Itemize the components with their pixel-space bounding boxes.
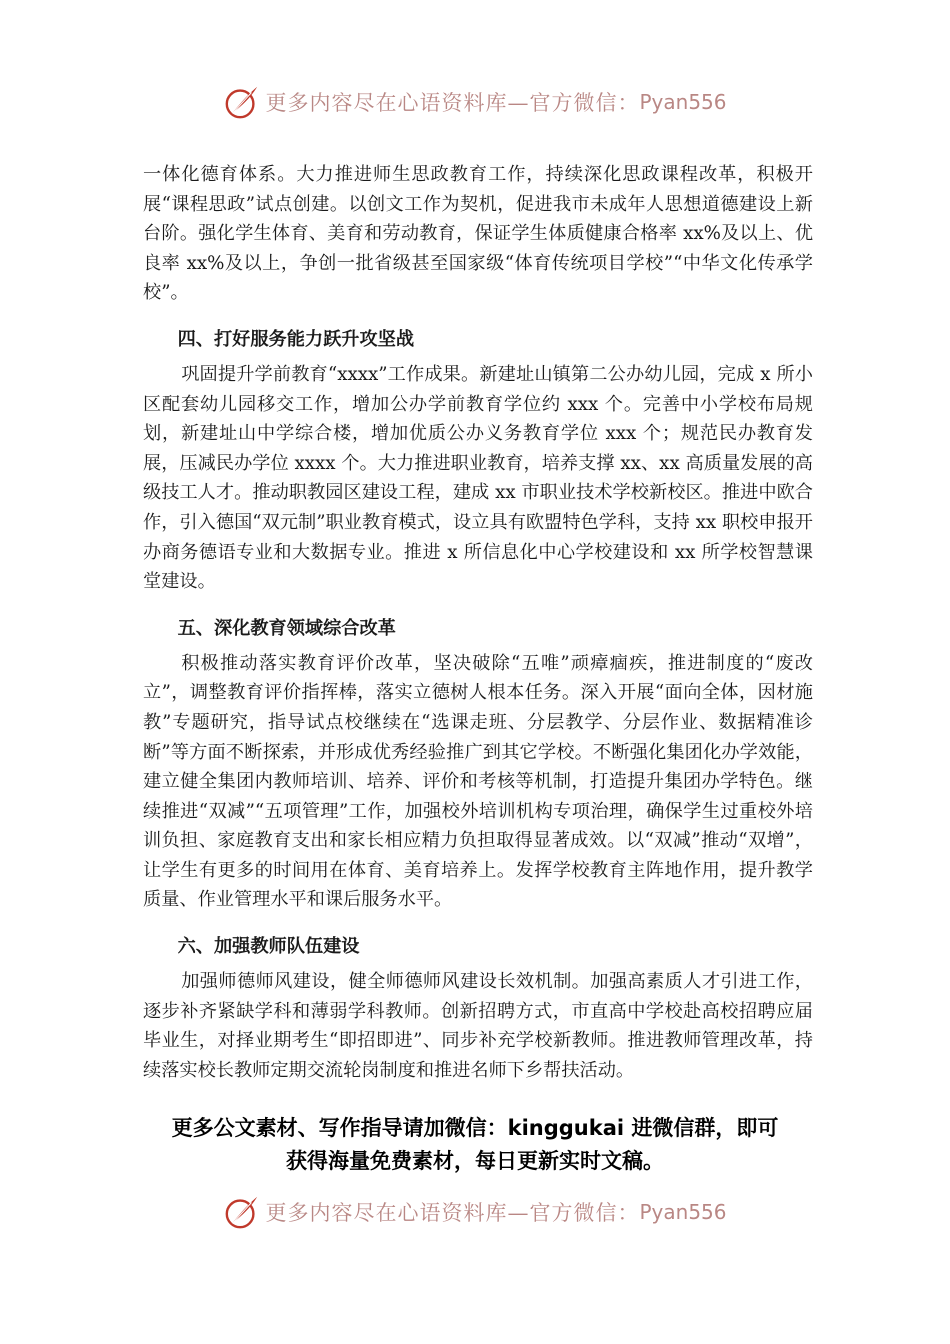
promo-line-1: 更多公文素材、写作指导请加微信：kinggukai 进微信群，即可 [171,1116,779,1140]
section-4-paragraph: 巩固提升学前教育“xxxx”工作成果。新建址山镇第二公办幼儿园，完成 x 所小区配套幼儿园移交工作，增加公办学前教育学位约 xxx 个。完善中小学校布局规划，新建址山中学综合楼，增加优质公办义务教育学位 xxx 个；规范民办教育发展，压减民办学位 xxxx 个。大力推进职业教育，培养支撑 xx、xx 高质量发展的高级技工人才。推动职教园区建设工程，建成 xx 市职业技术学校新校区。推进中欧合作，引入德国“双元制”职业教育模式，设立具有欧盟特色学科，支持 xx 职校申报开办商务德语专业和大数据专业。推进 x 所信息化中心学校建设和 xx 所学校智慧课堂建设。 [143,363,813,593]
paragraph-continued: 一体化德育体系。大力推进师生思政教育工作，持续深化思政课程改革，积极开展“课程思政”试点创建。以创文工作为契机，促进我市未成年人思想道德建设上新台阶。强化学生体育、美育和劳动教育，保证学生体质健康合格率 xx%及以上、优良率 xx%及以上，争创一批省级甚至国家级“体育传统项目学校”“中华文化传承学校”。 [143,164,814,304]
section-heading-5: 五、深化教育领域综合改革 [177,617,396,639]
section-heading-4: 四、打好服务能力跃升攻坚战 [177,328,415,350]
promo-notice [130,1112,820,1178]
header-watermark-banner [0,80,950,124]
header-banner-text: 更多内容尽在心语资料库—官方微信： [265,91,640,115]
footer-watermark-banner [0,1190,950,1234]
feather-pen-logo-icon [223,1193,261,1231]
footer-banner-wechat-id: Pyan556 [639,1200,727,1224]
footer-banner-text: 更多内容尽在心语资料库—官方微信： [265,1201,640,1225]
section-heading-6: 六、加强教师队伍建设 [177,936,360,958]
header-banner-wechat-id: Pyan556 [639,90,727,114]
section-6-paragraph: 加强师德师风建设，健全师德师风建设长效机制。加强高素质人才引进工作，逐步补齐紧缺学科和薄弱学科教师。创新招聘方式，市直高中学校赴高校招聘应届毕业生，对择业期考生“即招即进”、同步补充学校新教师。推进教师管理改革，持续落实校长教师定期交流轮岗制度和推进名师下乡帮扶活动。 [143,971,813,1081]
promo-line-2: 获得海量免费素材，每日更新实时文稿。 [286,1149,664,1173]
document-body [143,160,813,1085]
feather-pen-logo-icon [223,83,261,121]
section-5-paragraph: 积极推动落实教育评价改革，坚决破除“五唯”顽瘴痼疾，推进制度的“废改立”，调整教育评价指挥棒，落实立德树人根本任务。深入开展“面向全体，因材施教”专题研究，指导试点校继续在“选课走班、分层教学、分层作业、数据精准诊断”等方面不断探索，并形成优秀经验推广到其它学校。不断强化集团化办学效能，建立健全集团内教师培训、培养、评价和考核等机制，打造提升集团办学特色。继续推进“双减”“五项管理”工作，加强校外培训机构专项治理，确保学生过重校外培训负担、家庭教育支出和家长相应精力负担取得显著成效。以“双减”推动“双增”，让学生有更多的时间用在体育、美育培养上。发挥学校教育主阵地作用，提升教学质量、作业管理水平和课后服务水平。 [143,652,813,911]
